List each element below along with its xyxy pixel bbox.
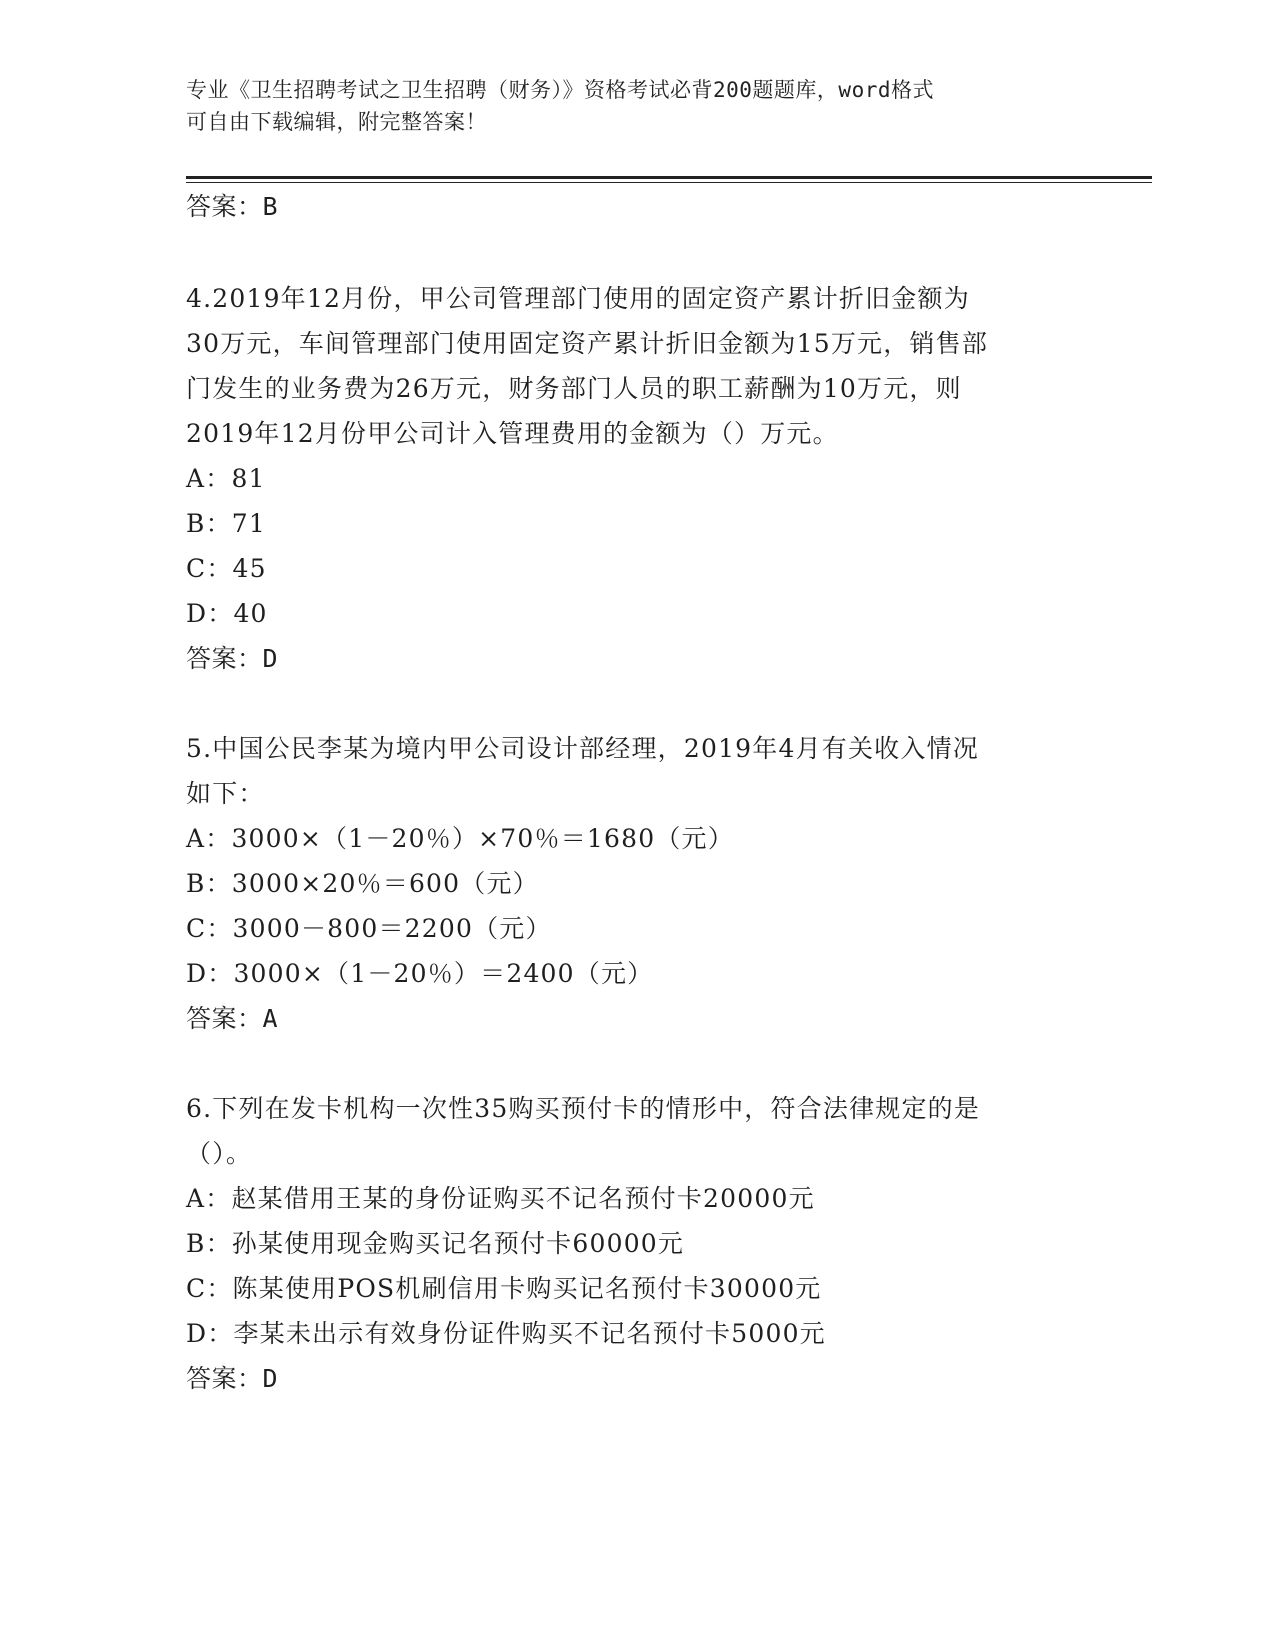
header-line-2: 可自由下载编辑，附完整答案！ <box>186 110 487 134</box>
q4-option-c: C：45 <box>186 554 267 583</box>
document-header <box>186 74 1066 138</box>
q4-stem-line-4: 2019年12月份甲公司计入管理费用的金额为（）万元。 <box>186 419 839 448</box>
q5-option-b: B：3000×20％＝600（元） <box>186 869 539 898</box>
q4-answer: 答案：D <box>186 644 279 673</box>
q5-option-c: C：3000－800＝2200（元） <box>186 914 552 943</box>
q4-option-b: B：71 <box>186 509 266 538</box>
header-divider <box>186 176 1152 179</box>
q5-answer: 答案：A <box>186 1004 279 1033</box>
q6-option-a: A：赵某借用王某的身份证购买不记名预付卡20000元 <box>186 1184 815 1213</box>
header-line-1: 专业《卫生招聘考试之卫生招聘（财务）》资格考试必背200题题库，word格式 <box>186 78 934 102</box>
q4-stem-line-1: 4.2019年12月份，甲公司管理部门使用的固定资产累计折旧金额为 <box>186 284 970 313</box>
q5-stem-line-2: 如下： <box>186 779 265 808</box>
q5-option-a: A：3000×（1－20％）×70％＝1680（元） <box>186 824 734 853</box>
q5-option-d: D：3000×（1－20％）＝2400（元） <box>186 959 654 988</box>
q6-option-d: D：李某未出示有效身份证件购买不记名预付卡5000元 <box>186 1319 826 1348</box>
q5-stem-line-1: 5.中国公民李某为境内甲公司设计部经理，2019年4月有关收入情况 <box>186 734 979 763</box>
q4-stem-line-2: 30万元，车间管理部门使用固定资产累计折旧金额为15万元，销售部 <box>186 329 989 358</box>
q6-stem-line-1: 6.下列在发卡机构一次性35购买预付卡的情形中，符合法律规定的是 <box>186 1094 981 1123</box>
q6-option-c: C：陈某使用POS机刷信用卡购买记名预付卡30000元 <box>186 1274 822 1303</box>
q6-stem-line-2: （）。 <box>186 1139 253 1168</box>
q4-option-d: D：40 <box>186 599 268 628</box>
previous-answer: 答案：B <box>186 192 279 221</box>
q4-option-a: A：81 <box>186 464 266 493</box>
q6-answer: 答案：D <box>186 1364 279 1393</box>
q6-option-b: B：孙某使用现金购买记名预付卡60000元 <box>186 1229 685 1258</box>
q4-stem-line-3: 门发生的业务费为26万元，财务部门人员的职工薪酬为10万元，则 <box>186 374 962 403</box>
header-divider-thin <box>186 182 1152 183</box>
